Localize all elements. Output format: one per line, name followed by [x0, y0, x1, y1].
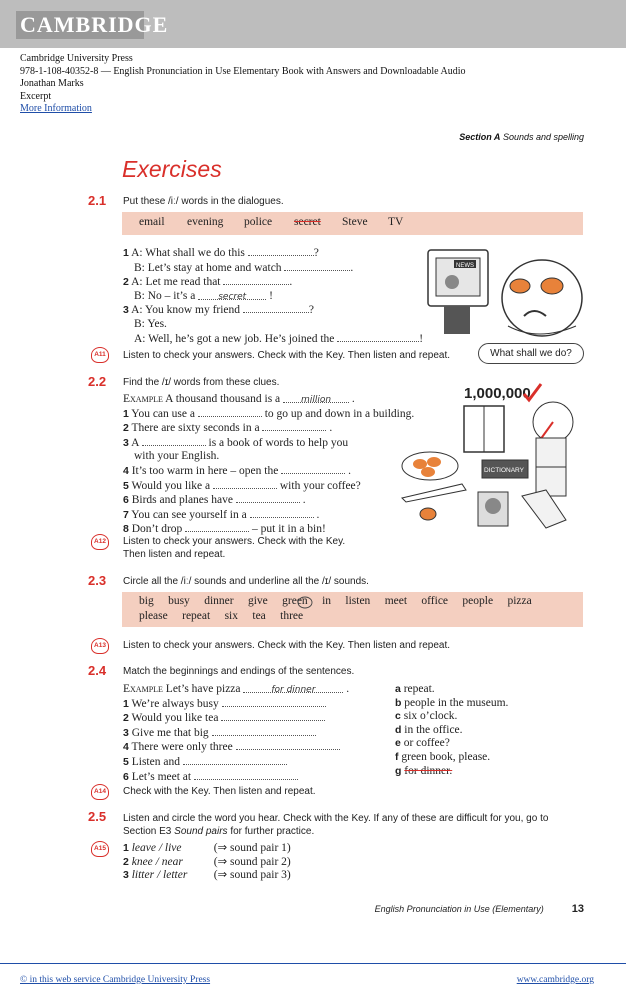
- clue-lines-2-2: [123, 393, 414, 537]
- sentence-endings: [395, 683, 508, 778]
- page-title: Exercises: [122, 156, 222, 182]
- word[interactable]: busy: [168, 595, 190, 607]
- more-information-link[interactable]: More Information: [20, 103, 92, 114]
- word: email: [139, 216, 165, 228]
- listen-line: Then listen and repeat.: [123, 549, 226, 560]
- word[interactable]: big: [139, 595, 154, 607]
- cambridge-logo: CAMBRIDGE: [16, 11, 144, 39]
- dictionary-label: DICTIONARY: [484, 467, 524, 474]
- audio-track-icon[interactable]: A11: [91, 347, 109, 363]
- word: evening: [187, 216, 224, 228]
- speech-bubble: What shall we do?: [478, 343, 584, 364]
- answer-blank[interactable]: [283, 393, 349, 403]
- list-item-used: g for dinner.: [395, 764, 453, 777]
- list-item: 4 There were only three: [123, 740, 349, 755]
- handwritten-answer: for dinner: [271, 685, 316, 695]
- list-item: 6 Birds and planes have .: [123, 494, 306, 507]
- word: police: [244, 216, 273, 228]
- author: Jonathan Marks: [20, 78, 84, 89]
- answer-blank[interactable]: [183, 755, 287, 765]
- list-item: b people in the museum.: [395, 696, 509, 709]
- footer-divider: [0, 963, 626, 964]
- handwritten-answer: secret: [218, 291, 247, 302]
- answer-blank[interactable]: [250, 508, 314, 518]
- isbn-line: 978-1-108-40352-8 — English Pronunciation in Use Elementary Book with Answers and Downloadable Audio: [20, 65, 466, 77]
- page-footer: [375, 903, 584, 915]
- header-banner: [0, 0, 626, 48]
- list-item: 2 A: Let me read that .: [123, 276, 293, 289]
- list-item: a repeat.: [395, 683, 435, 695]
- answer-blank[interactable]: [222, 697, 326, 707]
- list-item: e or coffee?: [395, 737, 450, 750]
- list-item: d in the office.: [395, 723, 463, 736]
- word[interactable]: repeat: [182, 610, 211, 622]
- word-row: [139, 610, 303, 622]
- instruction-line: Section E3 Sound pairs for further practice.: [123, 826, 315, 837]
- exercise-2-4-instruction: Match the beginnings and endings of the sentences.: [123, 666, 355, 677]
- website-link[interactable]: www.cambridge.org: [516, 975, 594, 985]
- section-label: Section A: [459, 132, 501, 142]
- list-item: f green book, please.: [395, 750, 491, 763]
- word[interactable]: tea: [252, 610, 266, 622]
- list-item: 4 It’s too warm in here – open the .: [123, 464, 351, 477]
- tv-fishbowl-illustration: [424, 246, 586, 342]
- listen-line: Listen to check your answers. Check with the Key.: [123, 536, 346, 547]
- word[interactable]: six: [224, 610, 238, 622]
- exercise-2-5-instruction: [123, 812, 548, 838]
- word[interactable]: three: [280, 610, 304, 622]
- publisher: Cambridge University Press: [20, 53, 133, 64]
- answer-blank[interactable]: [142, 436, 206, 446]
- word[interactable]: people: [462, 595, 494, 607]
- listen-instruction: Check with the Key. Then listen and repeat.: [123, 786, 316, 797]
- list-item: 7 You can see yourself in a .: [123, 508, 320, 521]
- dialogue-lines-2-1: [123, 246, 423, 346]
- list-item: 3 A is a book of words to help you: [123, 436, 349, 449]
- audio-track-icon[interactable]: A14: [91, 784, 109, 800]
- word-circled[interactable]: green: [282, 595, 308, 607]
- word[interactable]: dinner: [204, 595, 234, 607]
- exercise-2-1-instruction: Put these /iː/ words in the dialogues.: [123, 196, 284, 207]
- list-item: 1 A: What shall we do this ?: [123, 247, 319, 259]
- list-item: 5 Would you like a with your coffee?: [123, 479, 361, 492]
- answer-blank[interactable]: [281, 464, 345, 474]
- list-item: 1 You can use a to go up and down in a building.: [123, 407, 415, 420]
- answer-blank[interactable]: [284, 261, 350, 271]
- example-line: Example A thousand thousand is a million .: [123, 393, 355, 405]
- listen-instruction: [123, 535, 345, 561]
- word[interactable]: meet: [384, 595, 408, 607]
- list-item: 2 knee / near (⇒ sound pair 2): [123, 855, 291, 868]
- instruction-line: Listen and circle the word you hear. Check with the Key. If any of these are difficult for you, go to: [123, 813, 549, 824]
- answer-blank[interactable]: [262, 421, 326, 431]
- word-box-2-1: [122, 212, 583, 235]
- list-item: B: No – it’s a secret !: [134, 289, 273, 302]
- word[interactable]: office: [421, 595, 449, 607]
- list-item: with your English.: [134, 450, 220, 463]
- word[interactable]: listen: [345, 595, 371, 607]
- exercise-number-2-2: 2.2: [88, 374, 107, 389]
- list-item: B: Yes.: [134, 317, 167, 330]
- exercise-number-2-1: 2.1: [88, 193, 107, 208]
- list-item: 1 We’re always busy: [123, 697, 349, 712]
- exercise-number-2-3: 2.3: [88, 573, 107, 588]
- word[interactable]: in: [322, 595, 332, 607]
- answer-blank[interactable]: [236, 740, 340, 750]
- list-item: 6 Let’s meet at: [123, 770, 349, 785]
- answer-blank[interactable]: [198, 290, 266, 300]
- book-metadata: [20, 53, 466, 116]
- sentence-beginnings: [123, 683, 349, 784]
- example-line: Example Let’s have pizza for dinner .: [123, 683, 350, 695]
- answer-blank[interactable]: [243, 683, 343, 693]
- answer-blank[interactable]: [194, 770, 298, 780]
- exercise-2-2-instruction: Find the /ɪ/ words from these clues.: [123, 377, 280, 388]
- word[interactable]: please: [139, 610, 168, 622]
- answer-blank[interactable]: [223, 275, 289, 285]
- word-row: [139, 595, 532, 607]
- list-item: 2 There are sixty seconds in a .: [123, 422, 333, 435]
- copyright-link[interactable]: © in this web service Cambridge University Press: [20, 975, 211, 985]
- word[interactable]: pizza: [507, 595, 532, 607]
- big-number-label: 1,000,000: [464, 385, 531, 402]
- list-item: B: Let’s stay at home and watch .: [134, 261, 354, 274]
- audio-track-icon[interactable]: A12: [91, 534, 109, 550]
- answer-blank[interactable]: [236, 493, 300, 503]
- list-item: 3 A: You know my friend ?: [123, 304, 315, 317]
- handwritten-answer: million: [301, 395, 332, 405]
- answer-blank[interactable]: [243, 303, 309, 313]
- word: Steve: [342, 216, 368, 228]
- list-item: c six o’clock.: [395, 710, 458, 723]
- word[interactable]: give: [247, 595, 268, 607]
- excerpt-label: Excerpt: [20, 90, 52, 102]
- answer-blank[interactable]: [248, 246, 314, 256]
- word: TV: [388, 216, 404, 228]
- svg-text:NEWS: NEWS: [456, 263, 474, 269]
- answer-blank[interactable]: [213, 479, 277, 489]
- audio-track-icon[interactable]: A13: [91, 638, 109, 654]
- listen-instruction: Listen to check your answers. Check with the Key. Then listen and repeat.: [123, 350, 451, 361]
- section-topic: Sounds and spelling: [502, 132, 584, 142]
- section-header: [459, 132, 584, 142]
- list-item: 5 Listen and: [123, 755, 349, 770]
- list-item: 2 Would you like tea: [123, 711, 349, 726]
- exercise-2-3-instruction: Circle all the /iː/ sounds and underline all the /ɪ/ sounds.: [123, 576, 369, 587]
- footer-copyright: [20, 975, 210, 985]
- list-item: A: Well, he’s got a new job. He’s joined the !: [134, 332, 424, 345]
- clues-illustration: [398, 380, 584, 530]
- page-number: 13: [571, 903, 584, 915]
- word-used: secret: [294, 216, 321, 228]
- answer-blank[interactable]: [337, 332, 419, 342]
- book-title: English Pronunciation in Use (Elementary): [374, 904, 544, 914]
- list-item: 3 litter / letter (⇒ sound pair 3): [123, 869, 291, 882]
- answer-blank[interactable]: [212, 726, 316, 736]
- list-item: 1 leave / live (⇒ sound pair 1): [123, 842, 291, 854]
- footer-website: [517, 975, 594, 985]
- answer-blank[interactable]: [198, 407, 262, 417]
- list-item: 3 Give me that big: [123, 726, 349, 741]
- listen-instruction: Listen to check your answers. Check with the Key. Then listen and repeat.: [123, 640, 451, 651]
- exercise-number-2-5: 2.5: [88, 809, 107, 824]
- exercise-number-2-4: 2.4: [88, 663, 107, 678]
- sound-pairs: [123, 842, 291, 883]
- word-box-2-3: [122, 592, 583, 627]
- audio-track-icon[interactable]: A15: [91, 841, 109, 857]
- answer-blank[interactable]: [185, 522, 249, 532]
- circle-mark: [290, 595, 320, 610]
- list-item: 8 Don’t drop – put it in a bin!: [123, 523, 326, 536]
- answer-blank[interactable]: [221, 711, 325, 721]
